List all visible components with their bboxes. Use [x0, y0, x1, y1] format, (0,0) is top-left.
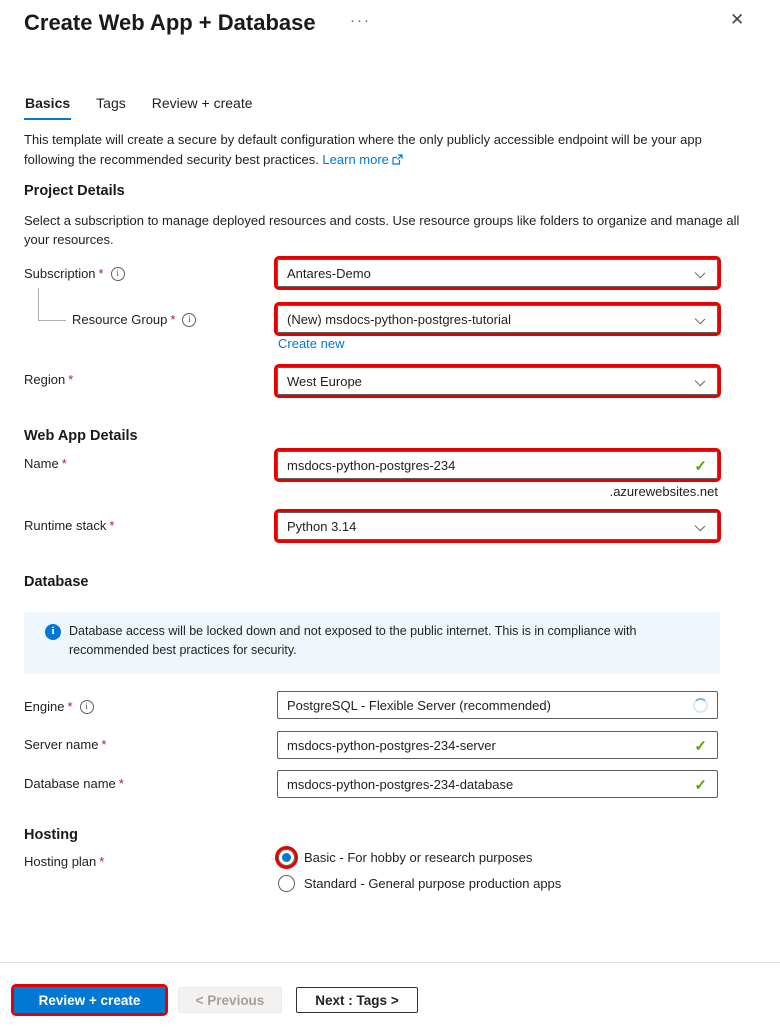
tree-connector-line — [38, 288, 66, 321]
info-icon[interactable] — [182, 313, 196, 327]
engine-label: Engine * i — [24, 697, 94, 714]
tab-bar — [24, 93, 254, 120]
runtime-stack-value: Python 3.14 — [287, 518, 357, 534]
name-field-wrap — [277, 451, 718, 479]
required-marker: * — [109, 518, 115, 533]
chevron-down-icon — [695, 376, 706, 387]
resource-group-dropdown[interactable] — [277, 305, 718, 333]
tab-tags[interactable]: Tags — [96, 95, 126, 111]
review-create-button[interactable]: Review + create — [14, 987, 165, 1013]
database-heading: Database — [24, 574, 89, 590]
subscription-label: Subscription * i — [24, 264, 125, 281]
name-label: Name * — [24, 456, 67, 471]
hosting-option-basic[interactable] — [278, 849, 532, 866]
database-name-label: Database name * — [24, 776, 124, 791]
runtime-stack-dropdown[interactable] — [277, 512, 718, 540]
required-marker: * — [170, 312, 176, 327]
server-name-label: Server name * — [24, 737, 107, 752]
hosting-option-standard[interactable] — [278, 875, 561, 892]
valid-check-icon: ✓ — [694, 458, 707, 475]
engine-value: PostgreSQL - Flexible Server (recommended) — [287, 697, 551, 713]
footer-divider — [0, 962, 780, 963]
intro-body: This template will create a secure by default configuration where the only publicly accessible endpoint will be your app following the recommended security best practices. — [24, 132, 702, 167]
valid-check-icon: ✓ — [694, 738, 707, 755]
project-details-description: Select a subscription to manage deployed resources and costs. Use resource groups like folders to organize and manage all your resources. — [24, 213, 740, 247]
web-app-details-heading: Web App Details — [24, 428, 138, 444]
server-name-input[interactable] — [287, 738, 687, 753]
runtime-stack-label: Runtime stack * — [24, 518, 115, 533]
hosting-option-basic-label: Basic - For hobby or research purposes — [304, 850, 533, 865]
info-icon — [45, 624, 61, 640]
required-marker: * — [101, 737, 107, 752]
create-new-link[interactable]: Create new — [278, 336, 345, 351]
hosting-heading: Hosting — [24, 827, 78, 843]
chevron-down-icon — [695, 314, 706, 325]
region-dropdown[interactable] — [277, 367, 718, 395]
more-options-icon[interactable]: ··· — [350, 12, 371, 29]
loading-spinner-icon — [693, 698, 708, 713]
resource-group-label: Resource Group * i — [72, 310, 196, 327]
radio-selected-icon[interactable] — [278, 849, 295, 866]
tab-basics[interactable]: Basics — [24, 93, 71, 120]
required-marker: * — [118, 776, 124, 791]
info-banner — [24, 612, 720, 674]
engine-dropdown[interactable] — [277, 691, 718, 719]
chevron-down-icon — [695, 268, 706, 279]
hosting-plan-label: Hosting plan * — [24, 854, 105, 869]
required-marker: * — [67, 699, 73, 714]
external-link-icon — [392, 151, 403, 171]
radio-unselected-icon[interactable] — [278, 875, 295, 892]
learn-more-link[interactable]: Learn more — [322, 152, 389, 167]
valid-check-icon: ✓ — [694, 777, 707, 794]
close-icon[interactable]: ✕ — [730, 10, 745, 29]
subscription-dropdown[interactable] — [277, 259, 718, 287]
previous-button: < Previous — [178, 987, 282, 1013]
required-marker: * — [61, 456, 67, 471]
hosting-option-standard-label: Standard - General purpose production apps — [304, 876, 562, 891]
page-title: Create Web App + Database — [24, 10, 316, 35]
name-input[interactable] — [287, 458, 687, 473]
region-value: West Europe — [287, 373, 362, 389]
tab-review-create[interactable]: Review + create — [151, 95, 253, 111]
info-icon[interactable] — [80, 700, 94, 714]
resource-group-value: (New) msdocs-python-postgres-tutorial — [287, 311, 511, 327]
chevron-down-icon — [695, 521, 706, 532]
intro-text — [24, 130, 742, 171]
subscription-value: Antares-Demo — [287, 265, 371, 281]
next-tags-button[interactable]: Next : Tags > — [296, 987, 418, 1013]
database-name-input[interactable] — [287, 777, 687, 792]
server-name-field-wrap — [277, 731, 718, 759]
required-marker: * — [99, 854, 105, 869]
project-details-heading: Project Details — [24, 183, 125, 199]
info-banner-text: Database access will be locked down and not exposed to the public internet. This is in compliance with recommended best practices for security. — [69, 624, 637, 657]
region-label: Region * — [24, 372, 74, 387]
required-marker: * — [68, 372, 74, 387]
database-name-field-wrap — [277, 770, 718, 798]
domain-suffix: .azurewebsites.net — [609, 484, 718, 499]
required-marker: * — [98, 266, 104, 281]
info-icon[interactable] — [111, 267, 125, 281]
